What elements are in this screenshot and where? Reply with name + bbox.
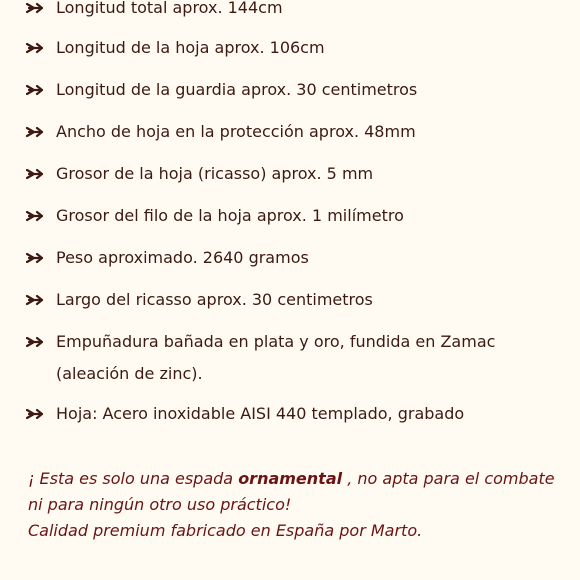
arrow-right-icon: [26, 82, 44, 98]
manufacturer-line: Calidad premium fabricado en España por Marto.: [28, 521, 423, 540]
spec-text: Empuñadura bañada en plata y oro, fundida en Zamac (aleación de zinc).: [56, 332, 496, 383]
disclaimer-text: ¡ Esta es solo una espada: [28, 469, 239, 488]
disclaimer-text: , no apta para el combate: [342, 469, 555, 488]
arrow-right-icon: [26, 334, 44, 350]
spec-text: Peso aproximado. 2640 gramos: [56, 248, 309, 267]
disclaimer-line-1: [28, 466, 568, 492]
spec-text: Grosor del filo de la hoja aprox. 1 milímetro: [56, 206, 404, 225]
spec-text: Largo del ricasso aprox. 30 centimetros: [56, 290, 373, 309]
ornamental-emphasis: ornamental: [238, 469, 343, 488]
arrow-right-icon: [26, 0, 44, 16]
arrow-right-icon: [26, 292, 44, 308]
arrow-right-icon: [26, 208, 44, 224]
arrow-right-icon: [26, 40, 44, 56]
spec-text: Longitud total aprox. 144cm: [56, 0, 283, 17]
arrow-right-icon: [26, 124, 44, 140]
arrow-right-icon: [26, 166, 44, 182]
arrow-right-icon: [26, 406, 44, 422]
spec-text: Hoja: Acero inoxidable AISI 440 templado, grabado: [56, 404, 465, 423]
spec-text: Longitud de la hoja aprox. 106cm: [56, 38, 325, 57]
arrow-right-icon: [26, 250, 44, 266]
disclaimer-line-2: ni para ningún otro uso práctico!: [28, 495, 292, 514]
spec-text: Longitud de la guardia aprox. 30 centimetros: [56, 80, 418, 99]
spec-text: Grosor de la hoja (ricasso) aprox. 5 mm: [56, 164, 374, 183]
disclaimer-note: [28, 466, 568, 544]
spec-text: Ancho de hoja en la protección aprox. 48mm: [56, 122, 416, 141]
